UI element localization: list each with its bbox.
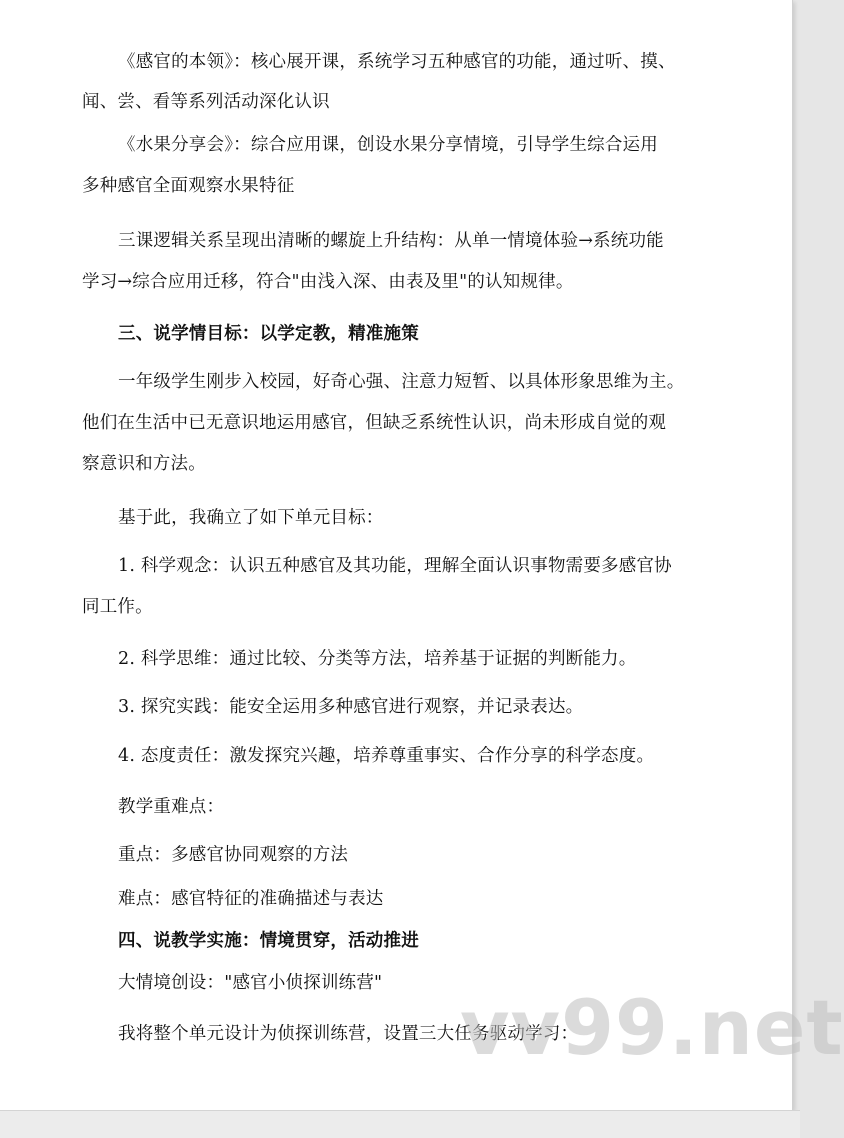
goal-item: 2. 科学思维：通过比较、分类等方法，培养基于证据的判断能力。 — [118, 649, 637, 669]
watermark: vv99.net — [460, 983, 844, 1072]
paragraph-line: 学习→综合应用迁移，符合"由浅入深、由表及里"的认知规律。 — [82, 272, 574, 292]
goal-item: 1. 科学观念：认识五种感官及其功能，理解全面认识事物需要多感官协 — [118, 556, 672, 576]
paragraph-line: 闻、尝、看等系列活动深化认识 — [82, 92, 330, 112]
paragraph-line: 察意识和方法。 — [82, 454, 206, 474]
paragraph-line: 教学重难点： — [118, 797, 225, 817]
paragraph-line: 他们在生活中已无意识地运用感官，但缺乏系统性认识，尚未形成自觉的观 — [82, 413, 667, 433]
paragraph-line: 一年级学生刚步入校园，好奇心强、注意力短暂、以具体形象思维为主。 — [118, 372, 685, 392]
paragraph-line: 我将整个单元设计为侦探训练营，设置三大任务驱动学习： — [118, 1024, 579, 1044]
section-heading: 三、说学情目标：以学定教，精准施策 — [118, 324, 419, 344]
goal-item-continued: 同工作。 — [82, 597, 153, 617]
goal-item: 4. 态度责任：激发探究兴趣，培养尊重事实、合作分享的科学态度。 — [118, 746, 655, 766]
paragraph-line: 三课逻辑关系呈现出清晰的螺旋上升结构：从单一情境体验→系统功能 — [118, 231, 664, 251]
viewer-bottom-bar — [0, 1110, 800, 1138]
paragraph-line: 多种感官全面观察水果特征 — [82, 176, 295, 196]
key-point: 重点：多感官协同观察的方法 — [118, 845, 349, 865]
paragraph-line: 《感官的本领》：核心展开课，系统学习五种感官的功能，通过听、摸、 — [118, 52, 676, 72]
section-heading: 四、说教学实施：情境贯穿，活动推进 — [118, 931, 419, 951]
paragraph-line: 基于此，我确立了如下单元目标： — [118, 508, 384, 528]
goal-item: 3. 探究实践：能安全运用多种感官进行观察，并记录表达。 — [118, 697, 584, 717]
paragraph-line: 《水果分享会》：综合应用课，创设水果分享情境，引导学生综合运用 — [118, 135, 658, 155]
paragraph-line: 大情境创设："感官小侦探训练营" — [118, 973, 383, 993]
difficult-point: 难点：感官特征的准确描述与表达 — [118, 889, 384, 909]
